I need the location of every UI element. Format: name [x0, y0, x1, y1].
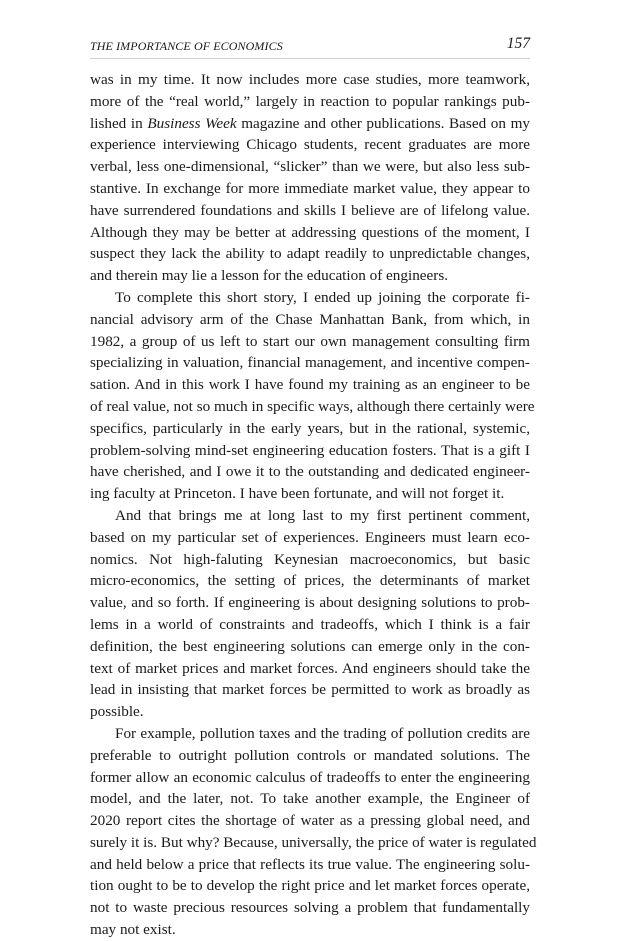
- text-line: surely it is. But why? Because, universally, the price of water is regulated: [90, 833, 537, 851]
- text-line: text of market prices and market forces. And engineers should take the: [90, 659, 530, 677]
- running-title: THE IMPORTANCE OF ECONOMICS: [90, 39, 283, 53]
- text-line: value, and so forth. If engineering is about designing solutions to prob-: [90, 594, 530, 612]
- text-line: may not exist.: [90, 921, 176, 939]
- text-line: problem-solving mind-set engineering education fosters. That is a gift I: [90, 441, 530, 459]
- text-line: preferable to outright pollution controls or mandated solutions. The: [90, 746, 530, 764]
- text-line: micro-economics, the setting of prices, the determinants of market: [90, 572, 530, 590]
- text-line: lems in a world of constraints and tradeoffs, which I think is a fair: [90, 615, 530, 633]
- text-line: [90, 113, 530, 135]
- text-line: specifics, particularly in the early years, but in the rational, systemic,: [90, 419, 530, 437]
- page-number: 157: [506, 35, 530, 52]
- text-line: possible.: [90, 703, 144, 721]
- text-line: was in my time. It now includes more case studies, more teamwork,: [90, 71, 530, 88]
- text-line: ing faculty at Princeton. I have been fortunate, and will not forget it.: [90, 485, 505, 503]
- text-line: specializing in valuation, financial management, and incentive compen-: [90, 354, 530, 372]
- text-line: and therein may lie a lesson for the education of engineers.: [90, 267, 449, 285]
- text-line: former allow an economic calculus of tradeoffs to enter the engineering: [90, 768, 530, 786]
- text-line: based on my particular set of experiences. Engineers must learn eco-: [90, 528, 530, 546]
- body-text: [90, 69, 537, 941]
- text-run: magazine and other publications. Based on my: [236, 114, 531, 132]
- text-line: suspect they lack the ability to adapt readily to unpredictable changes,: [90, 245, 530, 263]
- text-line: sation. And in this work I have found my training as an engineer to be: [90, 376, 530, 394]
- text-run: lished in: [90, 114, 148, 132]
- text-line: and held below a price that reflects its true value. The engineering solu-: [90, 855, 530, 873]
- text-line: To complete this short story, I ended up joining the corporate fi-: [115, 288, 530, 306]
- text-line: Although they may be better at addressing questions of the moment, I: [90, 223, 530, 241]
- italic-title: Business Week: [147, 114, 237, 132]
- text-line: have surrendered foundations and skills I believe are of lifelong value.: [90, 201, 530, 219]
- text-line: And that brings me at long last to my first pertinent comment,: [115, 506, 530, 524]
- text-line: experience interviewing Chicago students, recent graduates are more: [90, 136, 530, 154]
- text-line: nomics. Not high-faluting Keynesian macroeconomics, but basic: [90, 550, 530, 568]
- text-line: tion ought to be to develop the right price and let market forces operate,: [90, 877, 530, 895]
- text-line: of real value, not so much in specific ways, although there certainly were: [90, 397, 535, 415]
- text-line: 1982, a group of us left to start our own management consulting firm: [90, 332, 530, 350]
- text-line: not to waste precious resources solving a problem that fundamentally: [90, 899, 530, 917]
- text-line: have cherished, and I owe it to the outstanding and dedicated engineer-: [90, 463, 530, 481]
- text-line: model, and the later, not. To take another example, the Engineer of: [90, 790, 530, 808]
- text-line: definition, the best engineering solutions can emerge only in the con-: [90, 637, 530, 655]
- text-line: nancial advisory arm of the Chase Manhattan Bank, from which, in: [90, 310, 530, 328]
- text-line: lead in insisting that market forces be permitted to work as broadly as: [90, 681, 530, 699]
- running-header: [90, 36, 530, 59]
- text-line: verbal, less one-dimensional, “slicker” than we were, but also less sub-: [90, 158, 530, 176]
- text-line: more of the “real world,” largely in reaction to popular rankings pub-: [90, 92, 530, 110]
- text-line: For example, pollution taxes and the trading of pollution credits are: [115, 724, 530, 742]
- text-line: 2020 report cites the shortage of water as a pressing global need, and: [90, 812, 530, 830]
- text-line: stantive. In exchange for more immediate market value, they appear to: [90, 179, 530, 197]
